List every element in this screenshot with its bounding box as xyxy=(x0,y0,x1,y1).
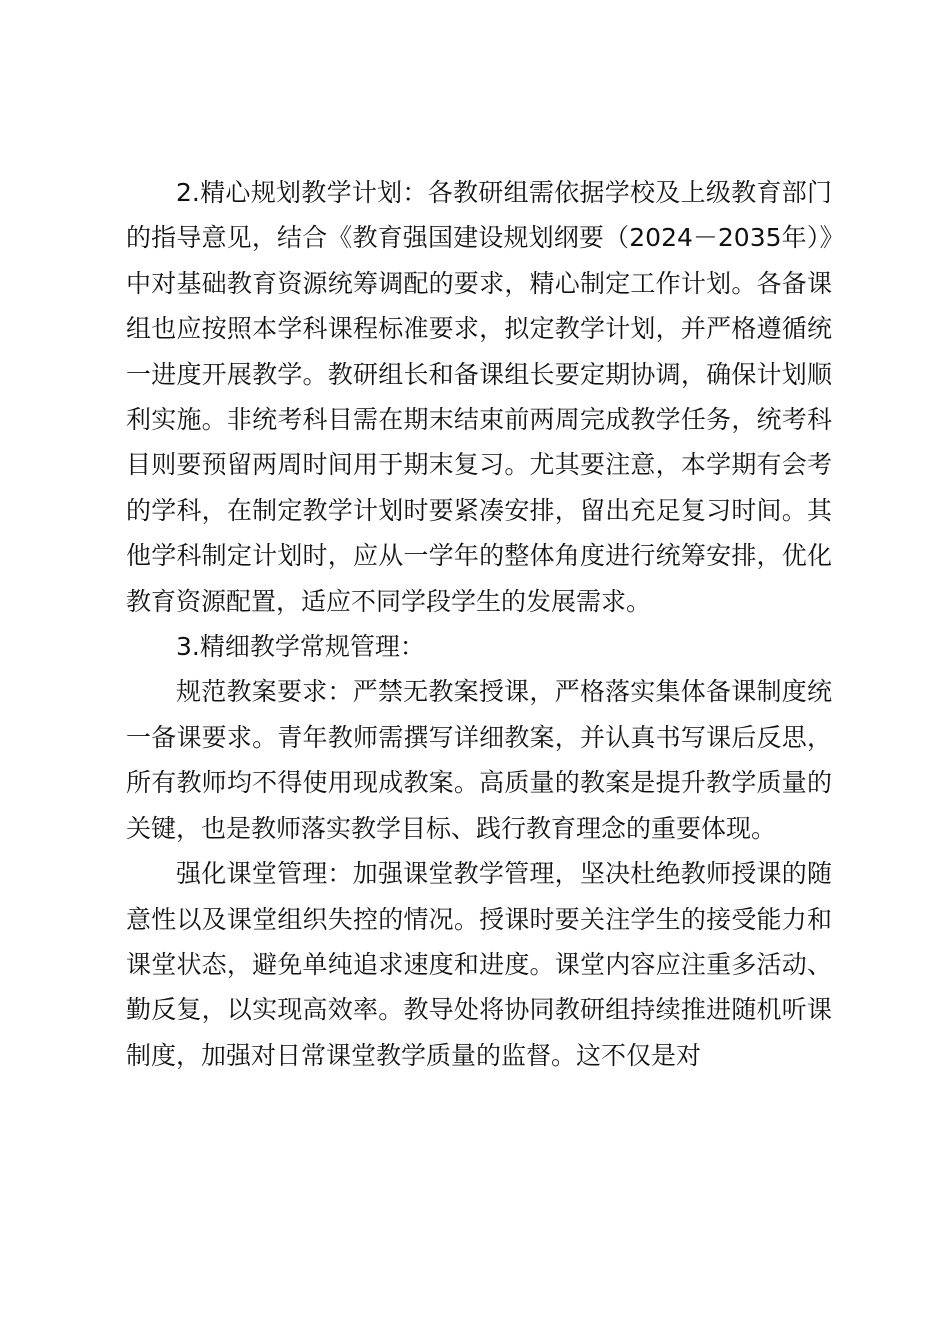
paragraph-teaching-plan: 2.精心规划教学计划：各教研组需依据学校及上级教育部门的指导意见，结合《教育强国建设规划纲要（2024－2035年）》中对基础教育资源统筹调配的要求，精心制定工作计划。各备课组也应按照本学科课程标准要求，拟定教学计划，并严格遵循统一进度开展教学。教研组长和备课组长要定期协调，确保计划顺利实施。非统考科目需在期末结束前两周完成教学任务，统考科目则要预留两周时间用于期末复习。尤其要注意，本学期有会考的学科，在制定教学计划时要紧凑安排，留出充足复习时间。其他学科制定计划时，应从一学年的整体角度进行统筹安排，优化教育资源配置，适应不同学段学生的发展需求。 xyxy=(126,178,832,616)
paragraph-routine-management-heading: 3.精细教学常规管理： xyxy=(176,632,425,662)
document-body xyxy=(126,170,832,1078)
paragraph-lesson-plan-requirements: 规范教案要求：严禁无教案授课，严格落实集体备课制度统一备课要求。青年教师需撰写详细教案，并认真书写课后反思，所有教师均不得使用现成教案。高质量的教案是提升教学质量的关键，也是教师落实教学目标、践行教育理念的重要体现。 xyxy=(126,677,832,843)
paragraph-classroom-management: 强化课堂管理：加强课堂教学管理，坚决杜绝教师授课的随意性以及课堂组织失控的情况。授课时要关注学生的接受能力和课堂状态，避免单纯追求速度和进度。课堂内容应注重多活动、勤反复，以实现高效率。教导处将协同教研组持续推进随机听课制度，加强对日常课堂教学质量的监督。这不仅是对 xyxy=(126,859,832,1070)
